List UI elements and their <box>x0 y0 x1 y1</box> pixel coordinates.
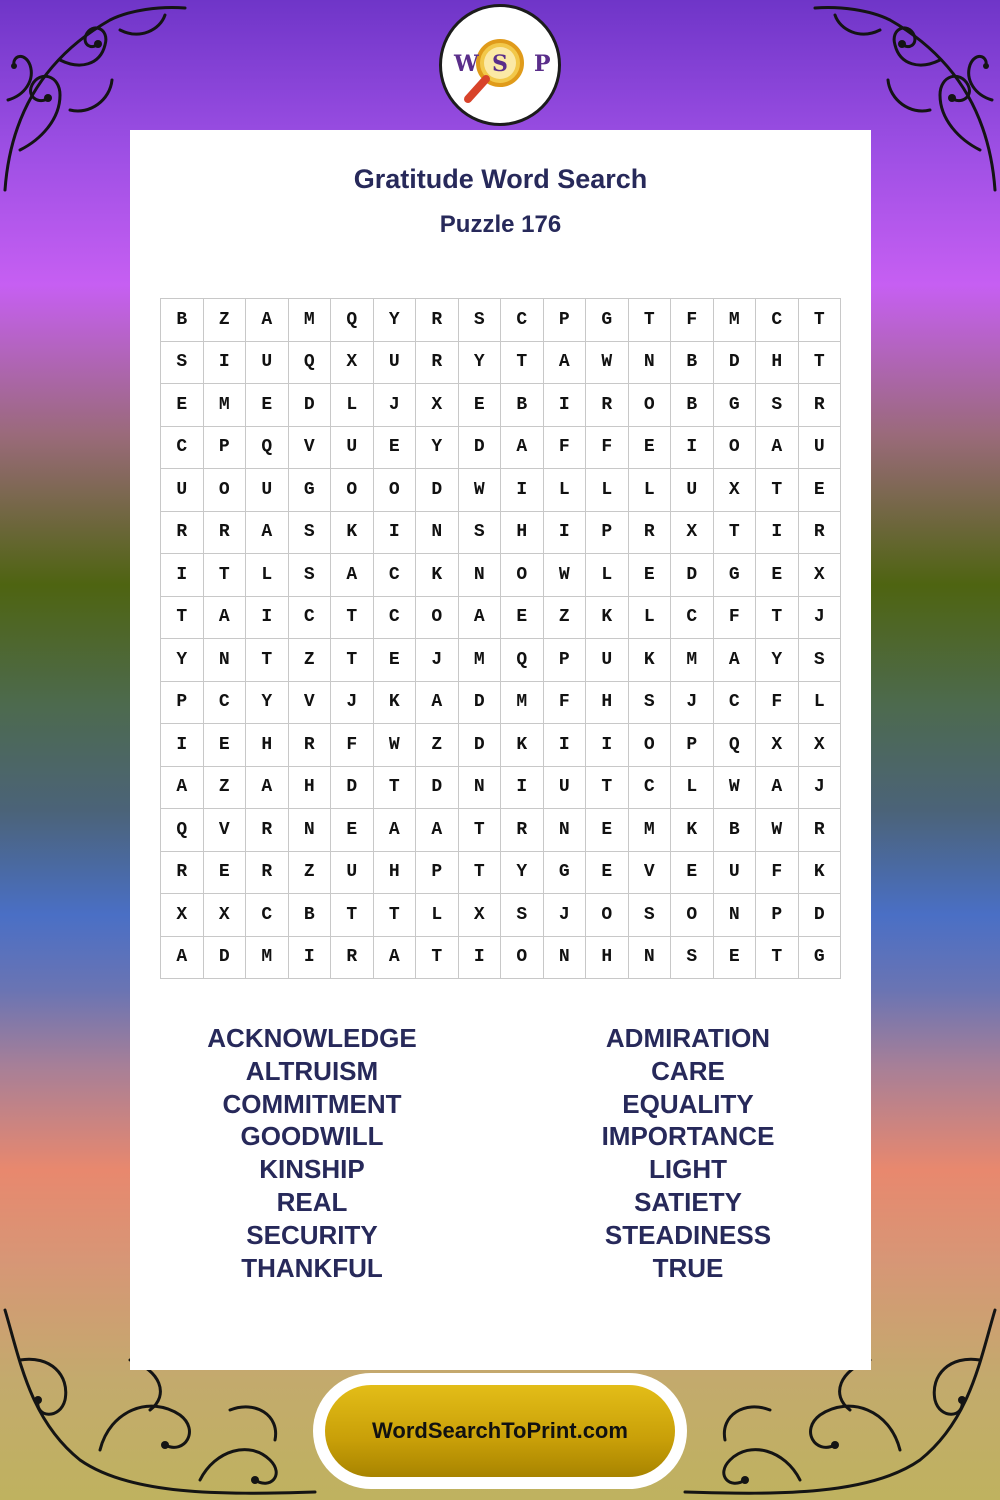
grid-cell[interactable]: K <box>586 597 629 640</box>
grid-cell[interactable]: C <box>756 299 799 342</box>
grid-cell[interactable]: D <box>459 682 502 725</box>
grid-cell[interactable]: A <box>246 767 289 810</box>
grid-cell[interactable]: N <box>204 639 247 682</box>
grid-cell[interactable]: E <box>799 469 842 512</box>
grid-cell[interactable]: E <box>629 427 672 470</box>
grid-cell[interactable]: I <box>246 597 289 640</box>
site-logo[interactable] <box>439 4 561 126</box>
grid-cell[interactable]: R <box>501 809 544 852</box>
grid-cell[interactable]: R <box>586 384 629 427</box>
grid-cell[interactable]: M <box>246 937 289 980</box>
grid-cell[interactable]: A <box>714 639 757 682</box>
grid-cell[interactable]: A <box>246 299 289 342</box>
grid-cell[interactable]: E <box>586 809 629 852</box>
grid-cell[interactable]: U <box>544 767 587 810</box>
grid-cell[interactable]: A <box>374 937 417 980</box>
word-list-item: ALTRUISM <box>245 1055 379 1086</box>
grid-cell[interactable]: D <box>204 937 247 980</box>
grid-cell[interactable]: T <box>459 809 502 852</box>
grid-cell[interactable]: N <box>459 767 502 810</box>
grid-cell[interactable]: L <box>246 554 289 597</box>
grid-cell[interactable]: E <box>331 809 374 852</box>
grid-cell[interactable]: G <box>586 299 629 342</box>
grid-cell[interactable]: D <box>416 469 459 512</box>
grid-cell[interactable]: Q <box>714 724 757 767</box>
grid-cell[interactable]: B <box>289 894 332 937</box>
grid-cell[interactable]: T <box>756 937 799 980</box>
grid-cell[interactable]: S <box>629 682 672 725</box>
grid-cell[interactable]: E <box>459 384 502 427</box>
grid-cell[interactable]: R <box>799 384 842 427</box>
grid-cell[interactable]: U <box>331 852 374 895</box>
grid-cell[interactable]: X <box>799 724 842 767</box>
grid-cell[interactable]: A <box>331 554 374 597</box>
grid-cell[interactable]: D <box>714 342 757 385</box>
word-list-item: ADMIRATION <box>605 1023 771 1053</box>
grid-cell[interactable]: E <box>246 384 289 427</box>
grid-cell[interactable]: K <box>629 639 672 682</box>
grid-cell[interactable]: O <box>374 469 417 512</box>
word-list-item: KINSHIP <box>259 1154 365 1185</box>
grid-cell[interactable]: X <box>756 724 799 767</box>
grid-cell[interactable]: M <box>671 639 714 682</box>
grid-cell[interactable]: S <box>459 512 502 555</box>
grid-cell[interactable]: A <box>161 937 204 980</box>
grid-cell[interactable]: G <box>714 384 757 427</box>
grid-cell[interactable]: P <box>756 894 799 937</box>
grid-cell[interactable]: A <box>204 597 247 640</box>
grid-cell[interactable]: J <box>331 682 374 725</box>
grid-cell[interactable]: G <box>714 554 757 597</box>
grid-cell[interactable]: U <box>246 342 289 385</box>
grid-cell[interactable]: E <box>204 852 247 895</box>
grid-cell[interactable]: I <box>501 767 544 810</box>
grid-cell[interactable]: E <box>161 384 204 427</box>
grid-cell[interactable]: H <box>756 342 799 385</box>
grid-cell[interactable]: T <box>459 852 502 895</box>
grid-cell[interactable]: I <box>756 512 799 555</box>
grid-cell[interactable]: B <box>161 299 204 342</box>
grid-cell[interactable]: R <box>246 809 289 852</box>
grid-cell[interactable]: O <box>501 937 544 980</box>
grid-cell[interactable]: W <box>544 554 587 597</box>
grid-cell[interactable]: A <box>416 682 459 725</box>
grid-cell[interactable]: P <box>671 724 714 767</box>
word-list-item: ACKNOWLEDGE <box>207 1023 417 1053</box>
grid-cell[interactable]: D <box>289 384 332 427</box>
grid-cell[interactable]: K <box>416 554 459 597</box>
grid-cell[interactable]: Q <box>501 639 544 682</box>
grid-cell[interactable]: A <box>459 597 502 640</box>
grid-cell[interactable]: R <box>331 937 374 980</box>
grid-cell[interactable]: K <box>331 512 374 555</box>
grid-cell[interactable]: N <box>714 894 757 937</box>
grid-cell[interactable]: N <box>629 937 672 980</box>
grid-cell[interactable]: T <box>331 894 374 937</box>
grid-cell[interactable]: Y <box>756 639 799 682</box>
grid-cell[interactable]: I <box>161 724 204 767</box>
grid-cell[interactable]: U <box>331 427 374 470</box>
grid-cell[interactable]: U <box>374 342 417 385</box>
grid-cell[interactable]: J <box>799 597 842 640</box>
grid-cell[interactable]: X <box>331 342 374 385</box>
grid-cell[interactable]: C <box>501 299 544 342</box>
grid-cell[interactable]: Q <box>246 427 289 470</box>
grid-cell[interactable]: B <box>501 384 544 427</box>
grid-cell[interactable]: H <box>374 852 417 895</box>
grid-cell[interactable]: S <box>289 554 332 597</box>
grid-cell[interactable]: F <box>586 427 629 470</box>
grid-cell[interactable]: T <box>799 342 842 385</box>
grid-cell[interactable]: K <box>374 682 417 725</box>
grid-cell[interactable]: T <box>714 512 757 555</box>
grid-cell[interactable]: J <box>544 894 587 937</box>
grid-cell[interactable]: I <box>544 512 587 555</box>
grid-cell[interactable]: U <box>714 852 757 895</box>
grid-cell[interactable]: P <box>544 299 587 342</box>
grid-cell[interactable]: T <box>331 597 374 640</box>
word-list-item: SECURITY <box>246 1219 378 1250</box>
grid-cell[interactable]: X <box>416 384 459 427</box>
logo-letter-p: P <box>534 51 551 77</box>
grid-cell[interactable]: A <box>501 427 544 470</box>
grid-cell[interactable]: X <box>161 894 204 937</box>
logo-letter-w: W <box>454 51 479 77</box>
grid-cell[interactable]: R <box>161 512 204 555</box>
letter-grid <box>160 298 841 979</box>
grid-cell[interactable]: O <box>629 384 672 427</box>
grid-cell[interactable]: T <box>756 469 799 512</box>
grid-cell[interactable]: C <box>374 597 417 640</box>
grid-cell[interactable]: I <box>544 384 587 427</box>
grid-cell[interactable]: F <box>756 852 799 895</box>
grid-cell[interactable]: O <box>501 554 544 597</box>
grid-cell[interactable]: Y <box>246 682 289 725</box>
grid-cell[interactable]: R <box>629 512 672 555</box>
grid-cell[interactable]: E <box>204 724 247 767</box>
grid-cell[interactable]: I <box>374 512 417 555</box>
grid-cell[interactable]: N <box>544 809 587 852</box>
grid-cell[interactable]: S <box>289 512 332 555</box>
grid-cell[interactable]: E <box>501 597 544 640</box>
grid-cell[interactable]: Z <box>544 597 587 640</box>
grid-cell[interactable]: Y <box>459 342 502 385</box>
grid-cell[interactable]: R <box>204 512 247 555</box>
grid-cell[interactable]: T <box>416 937 459 980</box>
grid-cell[interactable]: O <box>714 427 757 470</box>
grid-cell[interactable]: C <box>246 894 289 937</box>
grid-cell[interactable]: C <box>671 597 714 640</box>
grid-cell[interactable]: X <box>459 894 502 937</box>
grid-cell[interactable]: J <box>416 639 459 682</box>
word-list-item: CARE <box>651 1055 725 1086</box>
grid-cell[interactable]: G <box>544 852 587 895</box>
grid-cell[interactable]: L <box>629 597 672 640</box>
word-list-item: COMMITMENT <box>222 1088 402 1119</box>
grid-cell[interactable]: F <box>756 682 799 725</box>
grid-cell[interactable]: I <box>544 724 587 767</box>
grid-cell[interactable]: R <box>799 512 842 555</box>
grid-cell[interactable]: S <box>161 342 204 385</box>
grid-cell[interactable]: M <box>459 639 502 682</box>
grid-cell[interactable]: B <box>671 384 714 427</box>
grid-cell[interactable]: K <box>671 809 714 852</box>
grid-cell[interactable]: M <box>289 299 332 342</box>
grid-cell[interactable]: E <box>671 852 714 895</box>
grid-cell[interactable]: L <box>586 469 629 512</box>
word-list-left <box>162 1022 462 1284</box>
grid-cell[interactable]: D <box>799 894 842 937</box>
grid-cell[interactable]: Q <box>289 342 332 385</box>
grid-cell[interactable]: V <box>629 852 672 895</box>
grid-cell[interactable]: L <box>671 767 714 810</box>
grid-cell[interactable]: Z <box>416 724 459 767</box>
grid-cell[interactable]: W <box>374 724 417 767</box>
grid-cell[interactable]: W <box>459 469 502 512</box>
grid-cell[interactable]: O <box>331 469 374 512</box>
grid-cell[interactable]: V <box>289 682 332 725</box>
grid-cell[interactable]: I <box>501 469 544 512</box>
grid-cell[interactable]: R <box>799 809 842 852</box>
grid-cell[interactable]: P <box>416 852 459 895</box>
grid-cell[interactable]: C <box>204 682 247 725</box>
grid-cell[interactable]: T <box>501 342 544 385</box>
site-banner-button[interactable] <box>325 1385 675 1477</box>
grid-cell[interactable]: R <box>246 852 289 895</box>
grid-cell[interactable]: D <box>459 427 502 470</box>
grid-cell[interactable]: E <box>586 852 629 895</box>
grid-cell[interactable]: S <box>756 384 799 427</box>
grid-cell[interactable]: C <box>714 682 757 725</box>
grid-cell[interactable]: S <box>459 299 502 342</box>
word-list-item: EQUALITY <box>622 1088 754 1119</box>
grid-cell[interactable]: L <box>544 469 587 512</box>
grid-cell[interactable]: C <box>629 767 672 810</box>
grid-cell[interactable]: F <box>331 724 374 767</box>
grid-cell[interactable]: Z <box>204 299 247 342</box>
grid-cell[interactable]: P <box>161 682 204 725</box>
grid-cell[interactable]: S <box>799 639 842 682</box>
grid-cell[interactable]: L <box>629 469 672 512</box>
grid-cell[interactable]: V <box>289 427 332 470</box>
grid-cell[interactable]: O <box>629 724 672 767</box>
grid-cell[interactable]: M <box>714 299 757 342</box>
logo-letter-s: S <box>492 51 508 77</box>
grid-cell[interactable]: C <box>289 597 332 640</box>
grid-cell[interactable]: P <box>544 639 587 682</box>
grid-cell[interactable]: G <box>799 937 842 980</box>
grid-cell[interactable]: A <box>246 512 289 555</box>
grid-cell[interactable]: Y <box>501 852 544 895</box>
grid-cell[interactable]: L <box>586 554 629 597</box>
grid-cell[interactable]: A <box>756 427 799 470</box>
grid-cell[interactable]: O <box>204 469 247 512</box>
grid-cell[interactable]: S <box>629 894 672 937</box>
grid-cell[interactable]: A <box>544 342 587 385</box>
grid-cell[interactable]: R <box>416 342 459 385</box>
grid-cell[interactable]: I <box>671 427 714 470</box>
grid-cell[interactable]: H <box>586 682 629 725</box>
grid-cell[interactable]: T <box>374 894 417 937</box>
grid-cell[interactable]: T <box>161 597 204 640</box>
grid-cell[interactable]: X <box>204 894 247 937</box>
word-list-item: LIGHT <box>649 1154 727 1185</box>
grid-cell[interactable]: V <box>204 809 247 852</box>
grid-cell[interactable]: I <box>459 937 502 980</box>
grid-cell[interactable]: R <box>161 852 204 895</box>
grid-cell[interactable]: E <box>374 639 417 682</box>
grid-cell[interactable]: P <box>586 512 629 555</box>
grid-cell[interactable]: X <box>671 512 714 555</box>
grid-cell[interactable]: N <box>544 937 587 980</box>
grid-cell[interactable]: O <box>586 894 629 937</box>
grid-cell[interactable]: U <box>799 427 842 470</box>
grid-cell[interactable]: A <box>416 809 459 852</box>
word-list-item: GOODWILL <box>240 1121 384 1152</box>
grid-cell[interactable]: J <box>671 682 714 725</box>
grid-cell[interactable]: I <box>289 937 332 980</box>
grid-cell[interactable]: I <box>161 554 204 597</box>
grid-cell[interactable]: M <box>204 384 247 427</box>
grid-cell[interactable]: H <box>586 937 629 980</box>
puzzle-card <box>130 130 871 1370</box>
page-title: Gratitude Word Search <box>353 164 648 194</box>
grid-cell[interactable]: H <box>246 724 289 767</box>
grid-cell[interactable]: A <box>161 767 204 810</box>
puzzle-number: Puzzle 176 <box>439 211 562 238</box>
grid-cell[interactable]: X <box>799 554 842 597</box>
grid-cell[interactable]: D <box>671 554 714 597</box>
grid-cell[interactable]: W <box>756 809 799 852</box>
word-list-item: SATIETY <box>634 1186 742 1217</box>
grid-cell[interactable]: D <box>459 724 502 767</box>
grid-cell[interactable]: T <box>756 597 799 640</box>
grid-cell[interactable]: I <box>586 724 629 767</box>
word-list-item: THANKFUL <box>241 1252 383 1283</box>
grid-cell[interactable]: L <box>416 894 459 937</box>
grid-cell[interactable]: T <box>374 767 417 810</box>
grid-cell[interactable]: J <box>799 767 842 810</box>
grid-cell[interactable]: D <box>416 767 459 810</box>
grid-cell[interactable]: L <box>331 384 374 427</box>
grid-cell[interactable]: C <box>161 427 204 470</box>
grid-cell[interactable]: E <box>714 937 757 980</box>
grid-cell[interactable]: U <box>246 469 289 512</box>
word-list-item: TRUE <box>652 1252 724 1283</box>
grid-cell[interactable]: N <box>459 554 502 597</box>
grid-cell[interactable]: Q <box>331 299 374 342</box>
grid-cell[interactable]: Y <box>416 427 459 470</box>
grid-cell[interactable]: J <box>374 384 417 427</box>
site-url: WordSearchToPrint.com <box>372 1418 628 1443</box>
grid-cell[interactable]: O <box>416 597 459 640</box>
grid-cell[interactable]: G <box>289 469 332 512</box>
grid-cell[interactable]: T <box>204 554 247 597</box>
grid-cell[interactable]: T <box>586 767 629 810</box>
grid-cell[interactable]: F <box>714 597 757 640</box>
grid-cell[interactable]: F <box>671 299 714 342</box>
grid-cell[interactable]: Y <box>161 639 204 682</box>
grid-cell[interactable]: P <box>204 427 247 470</box>
word-list-item: STEADINESS <box>604 1219 772 1250</box>
grid-cell[interactable]: A <box>374 809 417 852</box>
grid-cell[interactable]: H <box>289 767 332 810</box>
grid-cell[interactable]: W <box>714 767 757 810</box>
word-list-right <box>538 1022 838 1284</box>
grid-cell[interactable]: T <box>629 299 672 342</box>
grid-cell[interactable]: B <box>671 342 714 385</box>
grid-cell[interactable]: R <box>289 724 332 767</box>
grid-cell[interactable]: D <box>331 767 374 810</box>
grid-cell[interactable]: U <box>671 469 714 512</box>
grid-cell[interactable]: Z <box>289 852 332 895</box>
grid-cell[interactable]: F <box>544 427 587 470</box>
grid-cell[interactable]: B <box>714 809 757 852</box>
grid-cell[interactable]: E <box>374 427 417 470</box>
grid-cell[interactable]: M <box>501 682 544 725</box>
word-list-item: IMPORTANCE <box>601 1121 775 1152</box>
grid-cell[interactable]: C <box>374 554 417 597</box>
grid-cell[interactable]: N <box>289 809 332 852</box>
grid-cell[interactable]: Z <box>204 767 247 810</box>
grid-cell[interactable]: T <box>799 299 842 342</box>
grid-cell[interactable]: T <box>246 639 289 682</box>
grid-cell[interactable]: R <box>416 299 459 342</box>
grid-cell[interactable]: U <box>161 469 204 512</box>
grid-cell[interactable]: E <box>629 554 672 597</box>
grid-cell[interactable]: N <box>416 512 459 555</box>
grid-cell[interactable]: Z <box>289 639 332 682</box>
grid-cell[interactable]: O <box>671 894 714 937</box>
grid-cell[interactable]: K <box>799 852 842 895</box>
grid-cell[interactable]: S <box>501 894 544 937</box>
grid-cell[interactable]: U <box>586 639 629 682</box>
grid-cell[interactable]: F <box>544 682 587 725</box>
grid-cell[interactable]: K <box>501 724 544 767</box>
site-banner[interactable] <box>313 1373 687 1489</box>
grid-cell[interactable]: T <box>331 639 374 682</box>
grid-cell[interactable]: A <box>756 767 799 810</box>
grid-cell[interactable]: E <box>756 554 799 597</box>
grid-cell[interactable]: Y <box>374 299 417 342</box>
word-list-item: REAL <box>276 1186 348 1217</box>
grid-cell[interactable]: S <box>671 937 714 980</box>
grid-cell[interactable]: W <box>586 342 629 385</box>
grid-cell[interactable]: I <box>204 342 247 385</box>
grid-cell[interactable]: Q <box>161 809 204 852</box>
grid-cell[interactable]: M <box>629 809 672 852</box>
grid-cell[interactable]: N <box>629 342 672 385</box>
grid-cell[interactable]: L <box>799 682 842 725</box>
grid-cell[interactable]: H <box>501 512 544 555</box>
grid-cell[interactable]: X <box>714 469 757 512</box>
